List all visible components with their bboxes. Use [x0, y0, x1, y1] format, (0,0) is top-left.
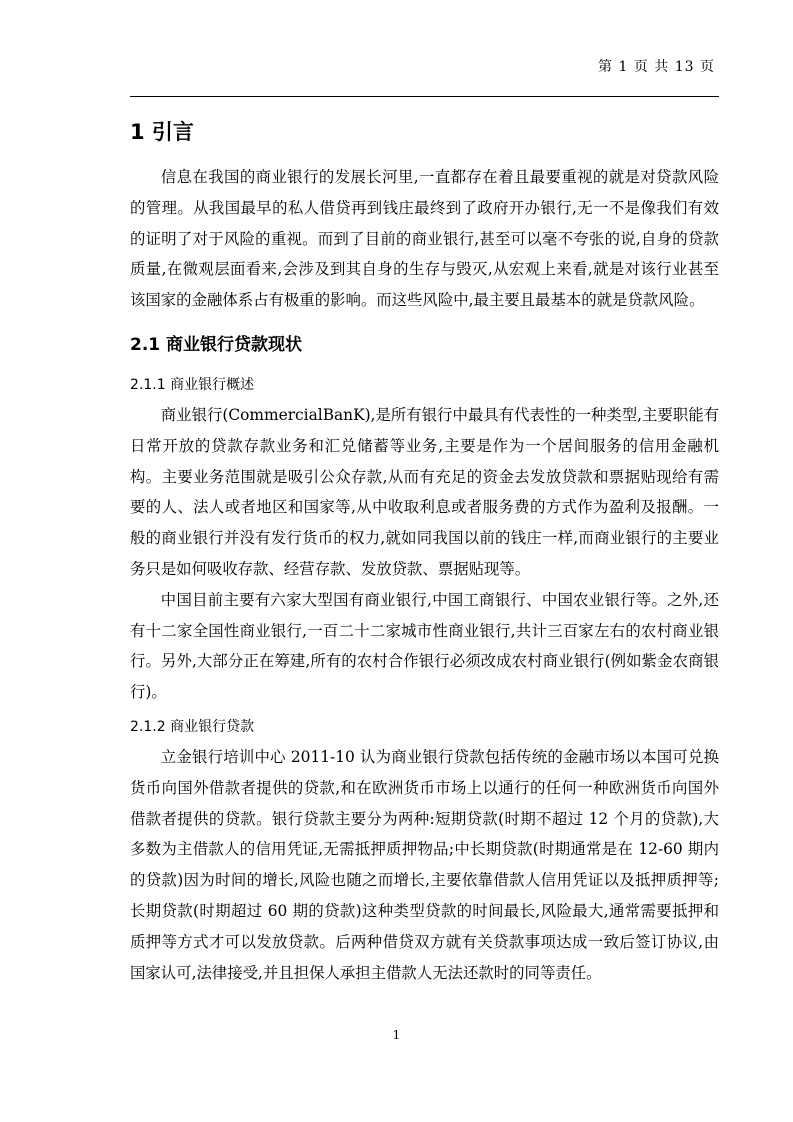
- page-header-info: 第 1 页 共 13 页: [598, 59, 715, 75]
- header-divider: [130, 96, 719, 97]
- overview-heading: 2.1.1 商业银行概述: [130, 376, 255, 393]
- overview-paragraph-2: 中国目前主要有六家大型国有商业银行,中国工商银行、中国农业银行等。之外,还有十二家全国性商业银行,一百二十二家城市性商业银行,共计三百家左右的农村商业银行。另外,大部分正在筹建,所有的农村合作银行必须改成农村商业银行(例如紫金农商银行)。: [130, 590, 719, 702]
- intro-paragraph: 信息在我国的商业银行的发展长河里,一直都存在着且最要重视的就是对贷款风险的管理。从我国最早的私人借贷再到钱庄最终到了政府开办银行,无一不是像我们有效的证明了对于风险的重视。而到了目前的商业银行,甚至可以毫不夸张的说,自身的贷款质量,在微观层面看来,会涉及到其自身的生存与毁灭,从宏观上来看,就是对该行业甚至该国家的金融体系占有极重的影响。而这些风险中,最主要且最基本的就是贷款风险。: [130, 168, 719, 310]
- intro-heading: 1 引言: [130, 120, 194, 144]
- overview-paragraph-1: 商业银行(CommercialBanK),是所有银行中最具有代表性的一种类型,主要职能有日常开放的贷款存款业务和汇兑储蓄等业务,主要是作为一个居间服务的信用金融机构。主要业务范围就是吸引公众存款,从而有充足的资金去发放贷款和票据贴现给有需要的人、法人或者地区和国家等,从中收取利息或者服务费的方式作为盈利及报酬。一般的商业银行并没有发行货币的权力,就如同我国以前的钱庄一样,而商业银行的主要业务只是如何吸收存款、经营存款、发放贷款、票据贴现等。: [130, 405, 719, 578]
- loans-heading: 2.1.2 商业银行贷款: [130, 718, 255, 735]
- page-number: 1: [392, 1028, 401, 1042]
- document-body: [130, 110, 719, 988]
- loans-paragraph: 立金银行培训中心 2011-10 认为商业银行贷款包括传统的金融市场以本国可兑换货币向国外借款者提供的贷款,和在欧洲货币市场上以通行的任何一种欧洲货币向国外借款者提供的贷款。银行贷款主要分为两种:短期贷款(时期不超过 12 个月的贷款),大多数为主借款人的信用凭证,无需抵押质押物品;中长期贷款(时期通常是在 12-60 期内的贷款)因为时间的增长,风险也随之而增长,主要依靠借款人信用凭证以及抵押质押等;长期贷款(时期超过 60 期的贷款)这种类型贷款的时间最长,风险最大,通常需要抵押和质押等方式才可以发放贷款。后两种借贷双方就有关贷款事项达成一致后签订协议,由国家认可,法律接受,并且担保人承担主借款人无法还款时的同等责任。: [130, 747, 719, 982]
- status-heading: 2.1 商业银行贷款现状: [130, 334, 303, 355]
